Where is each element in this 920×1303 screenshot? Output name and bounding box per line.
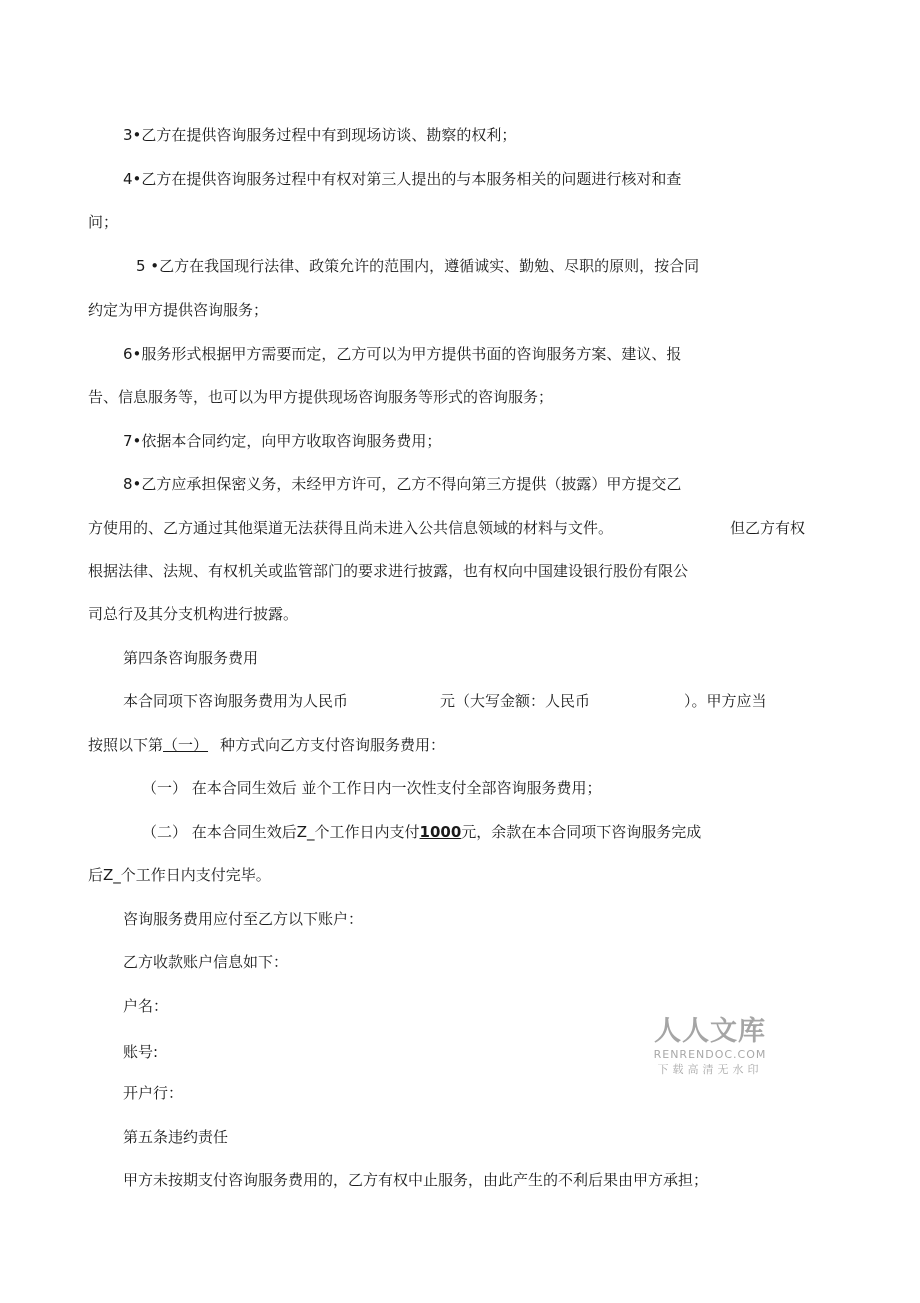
option-2-text-a: （二） 在本合同生效后Z_个工作日内支付 [142,823,420,841]
fee-text-c: ）。甲方应当 [684,692,767,710]
fee-amount-line [123,691,767,711]
payment-choice: （一） [163,736,209,754]
clause-4: 4•乙方在提供咨询服务过程中有权对第三人提出的与本服务相关的问题进行核对和查 [123,170,682,188]
clause-5-cont: 约定为甲方提供咨询服务； [88,301,269,319]
account-number-label: 账号: [123,1043,159,1061]
option-2-amount: 1000 [419,823,462,841]
clause-8-exception: 但乙方有权 [730,519,806,537]
article-4-title: 第四条咨询服务费用 [123,649,259,667]
account-intro: 咨询服务费用应付至乙方以下账户： [123,910,364,928]
clause-6: 6•服务形式根据甲方需要而定，乙方可以为甲方提供书面的咨询服务方案、建议、报 [123,345,682,363]
watermark-domain: RENRENDOC.COM [653,1048,767,1061]
clause-8: 8•乙方应承担保密义务，未经甲方许可，乙方不得向第三方提供（披露）甲方提交乙 [123,475,682,493]
bank-label: 开户行： [123,1084,184,1102]
fee-method-line [88,735,445,755]
fee-text-d: 按照以下第 [88,736,164,754]
account-info-heading: 乙方收款账户信息如下： [123,953,289,971]
article-5-title: 第五条违约责任 [123,1128,229,1146]
payment-option-2 [142,822,701,842]
clause-3: 3•乙方在提供咨询服务过程中有到现场访谈、勘察的权利； [123,126,517,144]
fee-text-b: 元（大写金额：人民币 [440,692,591,710]
account-name-label: 户名： [123,997,169,1015]
watermark-brand: 人人文库 [654,1016,766,1047]
watermark [645,1016,775,1078]
watermark-slogan: 下载高清无水印 [657,1063,763,1076]
clause-7: 7•依据本合同约定，向甲方收取咨询服务费用； [123,432,442,450]
option-2-text-b: 元，余款在本合同项下咨询服务完成 [461,823,702,841]
payment-option-2-cont: 后Z_个工作日内支付完毕。 [88,866,271,884]
payment-option-1: （一） 在本合同生效后 並个工作日内一次性支付全部咨询服务费用； [142,779,602,797]
fee-text-e: 种方式向乙方支付咨询服务费用： [220,736,446,754]
clause-8-cont: 方使用的、乙方通过其他渠道无法获得且尚未进入公共信息领域的材料与文件。 [88,519,614,537]
clause-6-cont: 告、信息服务等，也可以为甲方提供现场咨询服务等形式的咨询服务； [88,388,554,406]
clause-8-cont2: 根据法律、法规、有权机关或监管部门的要求进行披露，也有权向中国建设银行股份有限公 [88,562,689,580]
fee-text-a: 本合同项下咨询服务费用为人民币 [123,692,349,710]
clause-8-cont3: 司总行及其分支机构进行披露。 [88,605,299,623]
clause-5: 5 •乙方在我国现行法律、政策允许的范围内，遵循诚实、勤勉、尽职的原则，按合同 [136,257,700,275]
clause-4-cont: 问； [88,213,119,231]
article-5-text: 甲方未按期支付咨询服务费用的，乙方有权中止服务，由此产生的不利后果由甲方承担； [123,1171,709,1189]
